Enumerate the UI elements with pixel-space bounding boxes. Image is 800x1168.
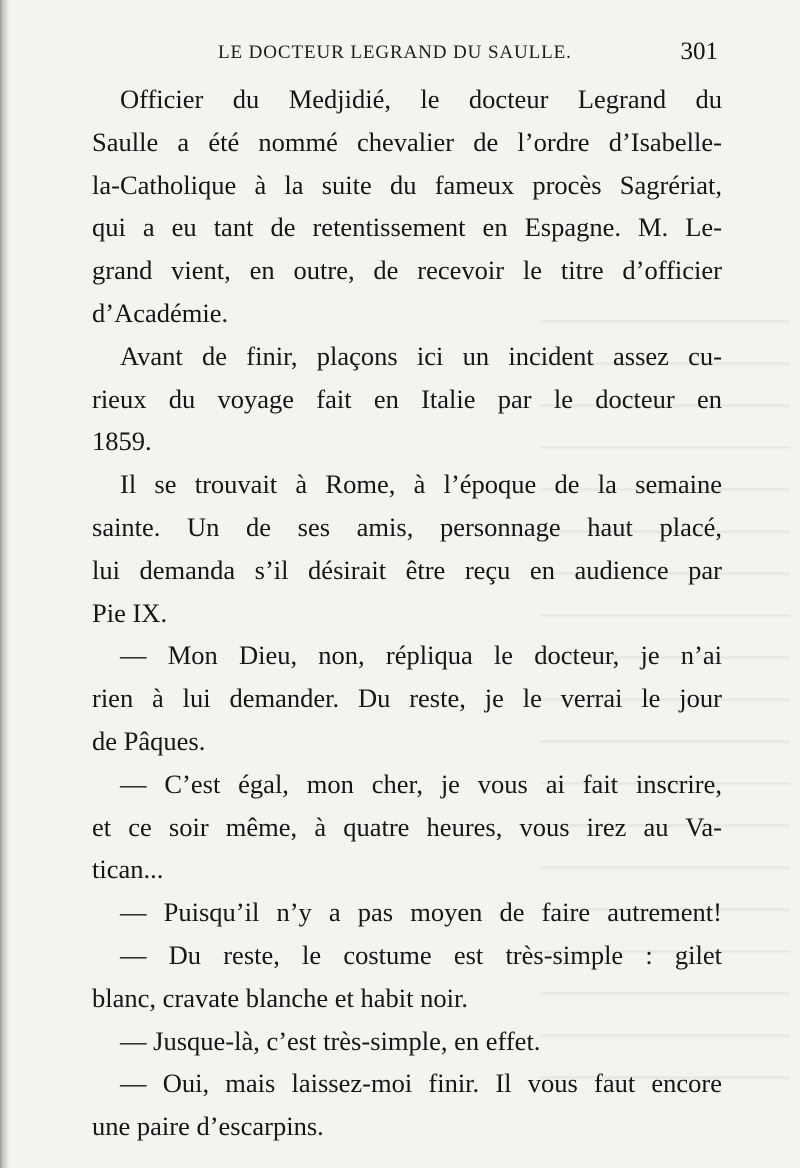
text-line: — Jusque-là, c’est très-simple, en effet. — [120, 1025, 541, 1056]
text-line: — C’est égal, mon cher, je vous ai fait inscrire, — [120, 768, 722, 799]
page-number: 301 — [680, 38, 718, 65]
text-line: — Du reste, le costume est très-simple : gilet — [120, 939, 722, 970]
text-line: Il se trouvait à Rome, à l’époque de la semaine — [120, 469, 722, 500]
text-line: grand vient, en outre, de recevoir le titre d’officier — [92, 255, 722, 286]
text-line: Officier du Medjidié, le docteur Legrand du — [120, 84, 722, 114]
text-line: — Puisqu’il n’y a pas moyen de faire autrement! — [120, 897, 722, 928]
text-line: tican... — [92, 854, 164, 885]
text-line: rien à lui demander. Du reste, je le verrai le jour — [92, 683, 722, 714]
text-line: Saulle a été nommé chevalier de l’ordre d’Isabelle- — [92, 126, 722, 157]
text-line: rieux du voyage fait en Italie par le docteur en — [92, 383, 722, 414]
text-line: sainte. Un de ses amis, personnage haut placé, — [92, 511, 722, 542]
text-line: et ce soir même, à quatre heures, vous irez au Va- — [92, 811, 722, 842]
text-line: une paire d’escarpins. — [92, 1111, 324, 1142]
text-line: blanc, cravate blanche et habit noir. — [92, 982, 468, 1013]
page-header — [218, 38, 718, 72]
text-line: 1859. — [92, 426, 152, 457]
body-text — [92, 78, 722, 1148]
text-line: d’Académie. — [92, 297, 229, 328]
text-line: Avant de finir, plaçons ici un incident assez cu- — [120, 340, 722, 371]
text-line: lui demanda s’il désirait être reçu en audience par — [92, 554, 722, 585]
running-head: LE DOCTEUR LEGRAND DU SAULLE. — [218, 42, 572, 63]
text-line: qui a eu tant de retentissement en Espagne. M. Le- — [92, 212, 722, 243]
text-line: — Mon Dieu, non, répliqua le docteur, je n’ai — [120, 640, 722, 671]
text-line: Pie IX. — [92, 597, 168, 628]
text-line: la-Catholique à la suite du fameux procès Sagrériat, — [92, 169, 722, 200]
text-line: — Oui, mais laissez-moi finir. Il vous faut encore — [120, 1068, 722, 1099]
page-gutter-shadow — [0, 0, 10, 1168]
text-line: de Pâques. — [92, 725, 206, 756]
